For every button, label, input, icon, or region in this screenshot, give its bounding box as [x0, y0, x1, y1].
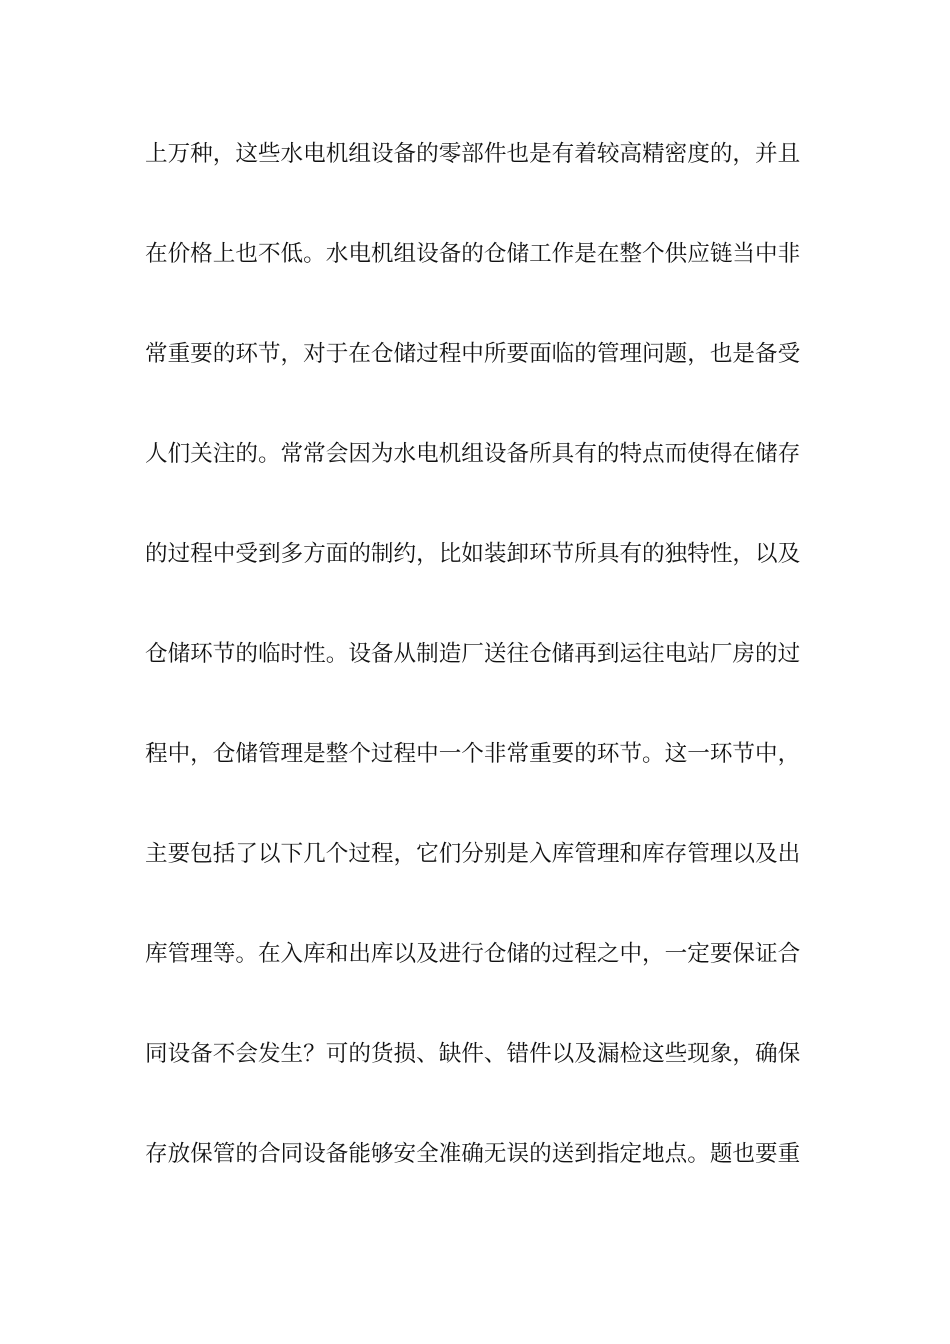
- text-line: 主要包括了以下几个过程，它们分别是入库管理和库存管理以及出: [145, 841, 801, 867]
- text-line: 库管理等。在入库和出库以及进行仓储的过程之中，一定要保证合: [145, 941, 801, 967]
- text-line: 常重要的环节，对于在仓储过程中所要面临的管理问题，也是备受: [145, 341, 801, 367]
- text-line: 的过程中受到多方面的制约，比如装卸环节所具有的独特性，以及: [145, 541, 801, 567]
- text-line: 仓储环节的临时性。设备从制造厂送往仓储再到运往电站厂房的过: [145, 641, 801, 667]
- text-line: 存放保管的合同设备能够安全准确无误的送到指定地点。题也要重: [145, 1141, 801, 1167]
- body-paragraph: [145, 130, 810, 1230]
- text-line: 上万种，这些水电机组设备的零部件也是有着较高精密度的，并且: [145, 141, 801, 167]
- text-line: 人们关注的。常常会因为水电机组设备所具有的特点而使得在储存: [145, 441, 801, 467]
- text-line: 程中，仓储管理是整个过程中一个非常重要的环节。这一环节中，: [145, 741, 801, 767]
- text-line: 同设备不会发生？可的货损、缺件、错件以及漏检这些现象，确保: [145, 1041, 801, 1067]
- text-line: 在价格上也不低。水电机组设备的仓储工作是在整个供应链当中非: [145, 241, 801, 267]
